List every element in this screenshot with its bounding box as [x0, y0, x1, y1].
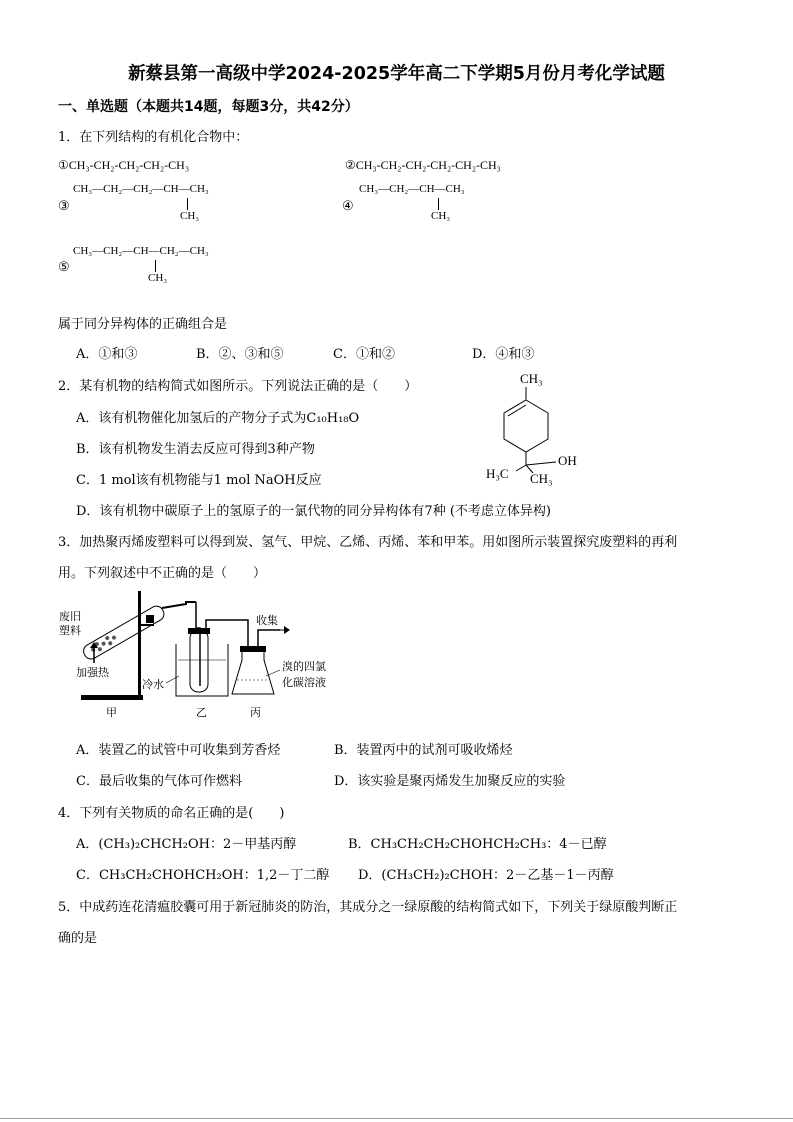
q3-stem-line2: 用。下列叙述中不正确的是（ ） [58, 566, 267, 581]
q2-struct-ch3-top: CH₃ [520, 371, 543, 386]
q2-stem: 2．某有机物的结构简式如图所示。下列说法正确的是（ ） [58, 379, 418, 394]
q2-option-c: C．1 mol该有机物能与1 mol NaOH反应 [76, 473, 322, 488]
label-jia: 甲 [106, 706, 117, 719]
q1-structure-3-main: CH₃—CH₂—CH₂—CH—CH₃ [73, 183, 209, 195]
stand-base [81, 695, 143, 700]
q3-stem-line1: 3．加热聚丙烯废塑料可以得到炭、氢气、甲烷、乙烯、丙烯、苯和甲苯。用如图所示装置探究废塑料的再利 [58, 535, 678, 550]
label-bing: 丙 [250, 706, 261, 719]
q1-option-b: B．②、③和⑤ [196, 347, 284, 362]
q1-question: 属于同分异构体的正确组合是 [58, 317, 228, 332]
q2-option-a: A．该有机物催化加氢后的产物分子式为C₁₀H₁₈O [76, 411, 360, 426]
q2-option-d: D．该有机物中碳原子上的氢原子的一氯代物的同分异构体有7种 (不考虑立体异构) [76, 504, 551, 519]
q5-stem-line1: 5．中成药连花清瘟胶囊可用于新冠肺炎的防治，其成分之一绿原酸的结构简式如下，下列关于绿原酸判断正 [58, 900, 678, 915]
q3-apparatus-diagram [54, 588, 354, 722]
q1-option-c: C．①和② [333, 347, 395, 362]
q1-structure-3-branch: CH₃ [180, 210, 200, 222]
q1-structure-2: ②CH₃-CH₂-CH₂-CH₂-CH₂-CH₃ [345, 158, 501, 172]
beaker [176, 644, 228, 696]
q1-structure-5-main: CH₃—CH₂—CH—CH₂—CH₃ [73, 245, 209, 257]
q1-option-a: A．①和③ [76, 347, 138, 362]
q1-structure-1: ①CH₃-CH₂-CH₂-CH₂-CH₃ [58, 158, 190, 172]
q5-stem-line2: 确的是 [58, 931, 98, 946]
q1-label-5: ⑤ [58, 260, 70, 275]
label-collect: 收集 [256, 614, 278, 627]
q3-option-c: C．最后收集的气体可作燃料 [76, 774, 242, 789]
q4-option-d: D．(CH₃CH₂)₂CHOH：2－乙基－1－丙醇 [358, 868, 614, 883]
q2-struct-ch3-right: CH₃ [530, 471, 553, 486]
q1-label-3: ③ [58, 199, 70, 214]
stand-rod [138, 591, 141, 697]
label-heat: 加强热 [76, 666, 109, 679]
q3-option-d: D．该实验是聚丙烯发生加聚反应的实验 [334, 774, 566, 789]
q4-option-b: B．CH₃CH₂CH₂CHOHCH₂CH₃：4－已醇 [348, 837, 607, 852]
label-bromine-1: 溴的四氯 [282, 660, 326, 673]
q3-option-a: A．装置乙的试管中可收集到芳香烃 [76, 743, 281, 758]
q2-struct-h3c: H₃C [486, 466, 509, 481]
q1-label-4: ④ [342, 199, 354, 214]
q1-structure-5-bond [155, 260, 156, 272]
label-waste-1: 废旧 [59, 610, 81, 623]
q4-stem: 4．下列有关物质的命名正确的是( ) [58, 806, 285, 821]
q1-stem: 1．在下列结构的有机化合物中： [58, 130, 249, 145]
q1-structure-5-branch: CH₃ [148, 272, 168, 284]
q2-structure-diagram [478, 365, 598, 490]
q4-option-a: A．(CH₃)₂CHCH₂OH：2－甲基丙醇 [76, 837, 297, 852]
section-heading: 一、单选题（本题共14题，每题3分，共42分） [58, 99, 359, 115]
q4-option-c: C．CH₃CH₂CHOHCH₂OH：1,2－丁二醇 [76, 868, 330, 883]
page-bottom-rule [0, 1118, 793, 1119]
label-bromine-2: 化碳溶液 [282, 676, 326, 689]
page-title: 新蔡县第一高级中学2024-2025学年高二下学期5月份月考化学试题 [128, 64, 665, 84]
label-cold-water: 冷水 [142, 678, 164, 691]
q1-structure-4-main: CH₃—CH₂—CH—CH₃ [359, 183, 465, 195]
collection-tube [190, 630, 208, 692]
q1-option-d: D．④和③ [472, 347, 535, 362]
label-yi: 乙 [196, 706, 207, 719]
q1-structure-4-bond [438, 198, 439, 210]
q2-option-b: B．该有机物发生消去反应可得到3种产物 [76, 442, 315, 457]
q1-structure-3-bond [187, 198, 188, 210]
label-waste-2: 塑料 [59, 624, 81, 637]
q1-structure-4-branch: CH₃ [431, 210, 451, 222]
q3-option-b: B．装置丙中的试剂可吸收烯烃 [334, 743, 513, 758]
flask [232, 648, 274, 694]
q2-struct-oh: OH [558, 453, 577, 468]
